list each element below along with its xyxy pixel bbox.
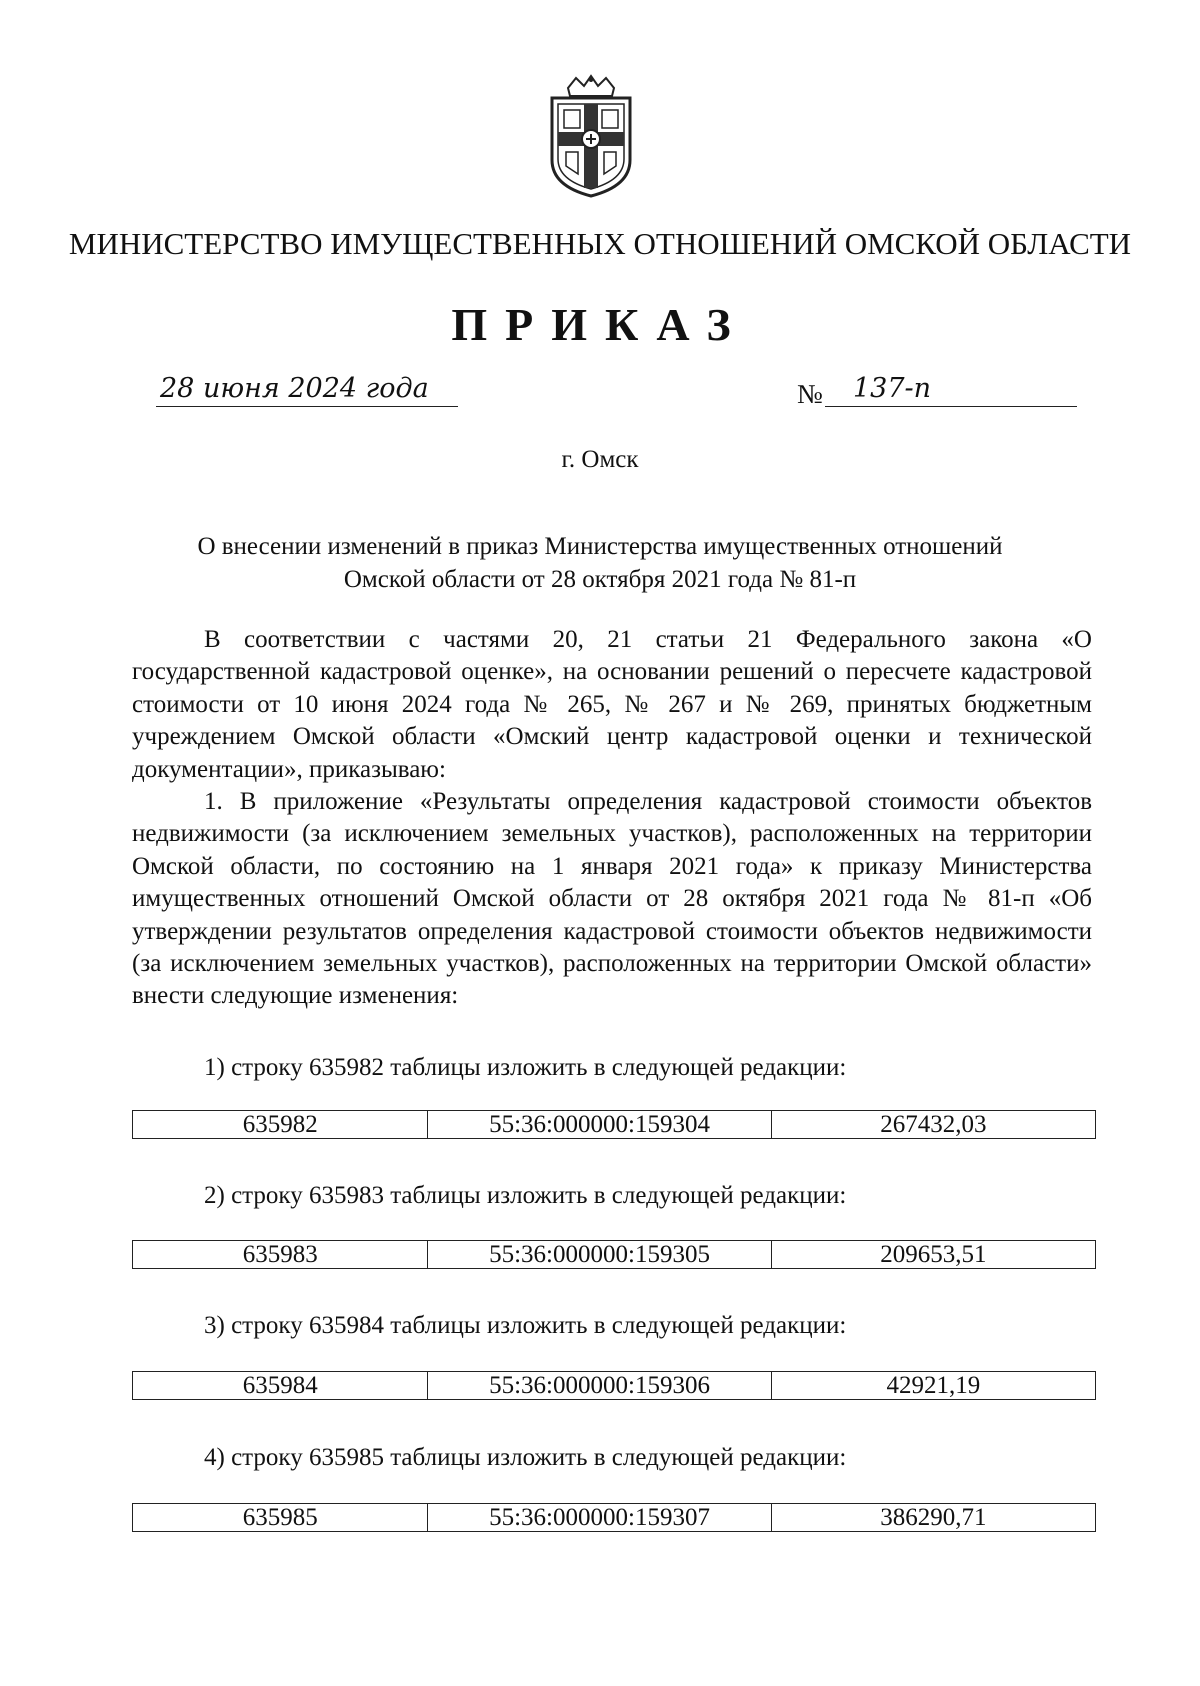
row-number-cell: 635984 [133,1372,428,1399]
row-number-cell: 635982 [133,1111,428,1138]
cadastral-number-cell: 55:36:000000:159304 [428,1111,771,1138]
item-4-table-row [132,1503,1096,1532]
order-date: 28 июня 2024 года [156,372,458,407]
item-3-label: 3) строку 635984 таблицы изложить в следующей редакции: [204,1312,847,1339]
item-4-label: 4) строку 635985 таблицы изложить в следующей редакции: [204,1444,847,1471]
cadastral-value-cell: 386290,71 [880,1503,987,1531]
cadastral-number-cell: 55:36:000000:159305 [428,1241,771,1268]
item-2-table-row [132,1240,1096,1269]
clause-1-paragraph: 1. В приложение «Результаты определения кадастровой стоимости объектов недвижимости (за исключением земельных участков), расположенных на территории Омской области, по состоянию на 1 января 2021 года» к приказу Министерства имущественных отношений Омской области от 28 октября 2021 года № 81-п «Об утверждении результатов определения кадастровой стоимости объектов недвижимости (за исключением земельных участков), расположенных на территории Омской области» внести следующие изменения: [132,788,1092,1010]
coat-of-arms-icon [538,74,644,198]
subject-line-2: Омской области от 28 октября 2021 года № 81-п [343,566,857,593]
ministry-name: МИНИСТЕРСТВО ИМУЩЕСТВЕННЫХ ОТНОШЕНИЙ ОМСКОЙ ОБЛАСТИ [68,226,1132,261]
item-3-table-row [132,1371,1096,1400]
row-number-cell: 635985 [133,1504,428,1531]
subject-line-1: О внесении изменений в приказ Министерства имущественных отношений [197,533,1003,560]
order-subject [0,530,1200,596]
cadastral-value-cell: 209653,51 [880,1240,987,1268]
document-title: ПРИКАЗ [451,299,749,350]
cadastral-value-cell: 42921,19 [886,1371,981,1399]
order-number: 137-п [825,372,1077,407]
cadastral-value-cell: 267432,03 [880,1110,987,1138]
order-body [132,624,1092,1013]
item-1-table-row [132,1110,1096,1139]
cadastral-number-cell: 55:36:000000:159307 [428,1504,771,1531]
row-number-cell: 635983 [133,1241,428,1268]
cadastral-number-cell: 55:36:000000:159306 [428,1372,771,1399]
item-2-label: 2) строку 635983 таблицы изложить в следующей редакции: [204,1182,847,1209]
item-1-label: 1) строку 635982 таблицы изложить в следующей редакции: [204,1054,847,1081]
preamble-paragraph: В соответствии с частями 20, 21 статьи 21 Федерального закона «О государственной кадастровой оценке», на основании решений о пересчете кадастровой стоимости от 10 июня 2024 года № 265, № 267 и № 269, принятых бюджетным учреждением Омской области «Омский центр кадастровой оценки и технической документации», приказываю: [132,626,1092,783]
number-sign: № [797,379,823,409]
city: г. Омск [561,446,639,473]
